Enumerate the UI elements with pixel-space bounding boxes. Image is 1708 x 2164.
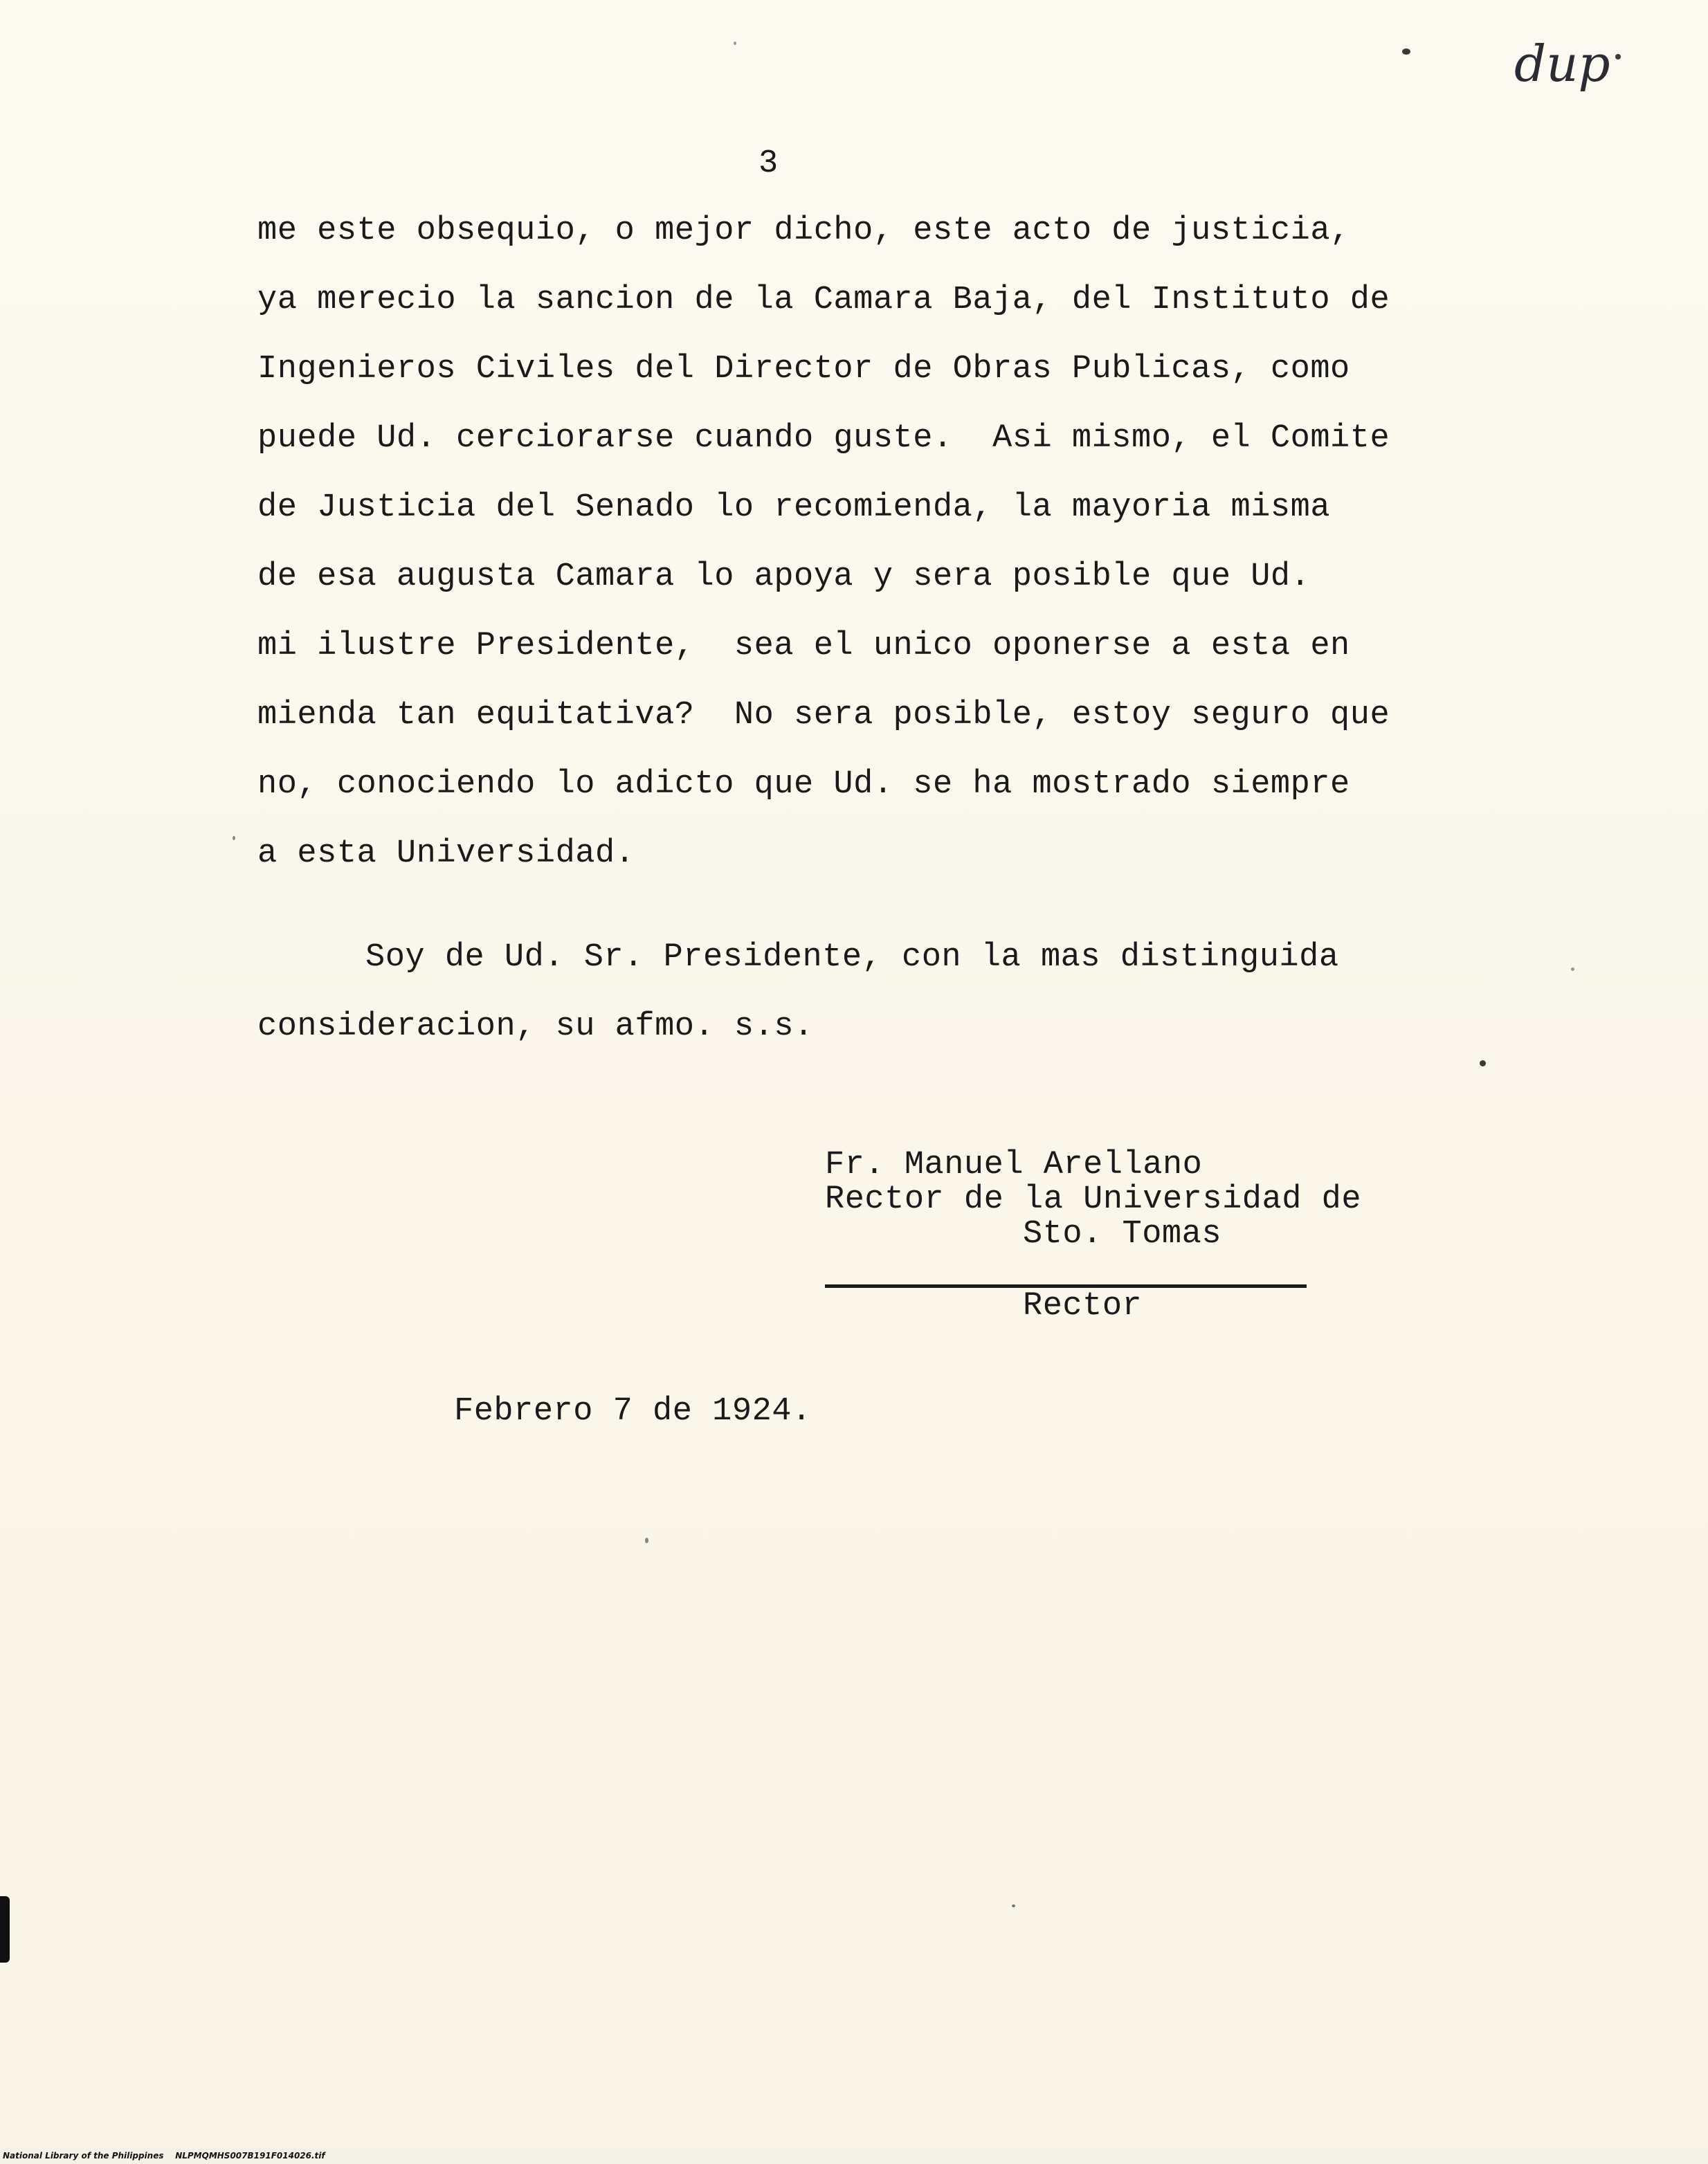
paper-speck: [734, 42, 736, 45]
body-line: de Justicia del Senado lo recomienda, la mayoria misma: [257, 489, 1331, 526]
body-line: a esta Universidad.: [257, 835, 635, 872]
handwritten-annotation: dup: [1514, 35, 1610, 93]
closing-line: consideracion, su afmo. s.s.: [257, 1008, 814, 1045]
ink-dot: [1615, 54, 1621, 60]
page-number: 3: [758, 145, 779, 182]
body-line: me este obsequio, o mejor dicho, este acto de justicia,: [257, 212, 1350, 249]
letter-date: Febrero 7 de 1924.: [454, 1393, 812, 1430]
paper-speck: [1571, 967, 1574, 971]
body-line: ya merecio la sancion de la Camara Baja, del Instituto de: [257, 282, 1390, 318]
paper-speck: [233, 836, 235, 840]
signatory-name: Fr. Manuel Arellano: [825, 1147, 1203, 1183]
signatory-title: Rector de la Universidad de: [825, 1181, 1362, 1218]
body-line: no, conociendo lo adicto que Ud. se ha mostrado siempre: [257, 766, 1350, 803]
paper-speck: [1480, 1060, 1486, 1066]
body-line: puede Ud. cerciorarse cuando guste. Asi mismo, el Comite: [257, 420, 1390, 457]
signatory-institution: Sto. Tomas: [1023, 1216, 1222, 1253]
paper-speck: [1012, 1904, 1015, 1907]
archive-footer: National Library of the Philippines NLPMQMHS007B191F014026.tif: [3, 2151, 325, 2161]
body-line: mienda tan equitativa? No sera posible, estoy seguro que: [257, 697, 1390, 734]
scan-edge-mark: [0, 1896, 10, 1963]
signatory-role: Rector: [1023, 1288, 1143, 1325]
body-line: Ingenieros Civiles del Director de Obras Publicas, como: [257, 351, 1350, 388]
paper-speck: [645, 1538, 648, 1543]
closing-line: Soy de Ud. Sr. Presidente, con la mas distinguida: [365, 939, 1339, 976]
body-line: de esa augusta Camara lo apoya y sera posible que Ud.: [257, 558, 1311, 595]
body-line: mi ilustre Presidente, sea el unico oponerse a esta en: [257, 628, 1350, 664]
ink-dot: [1402, 48, 1410, 55]
